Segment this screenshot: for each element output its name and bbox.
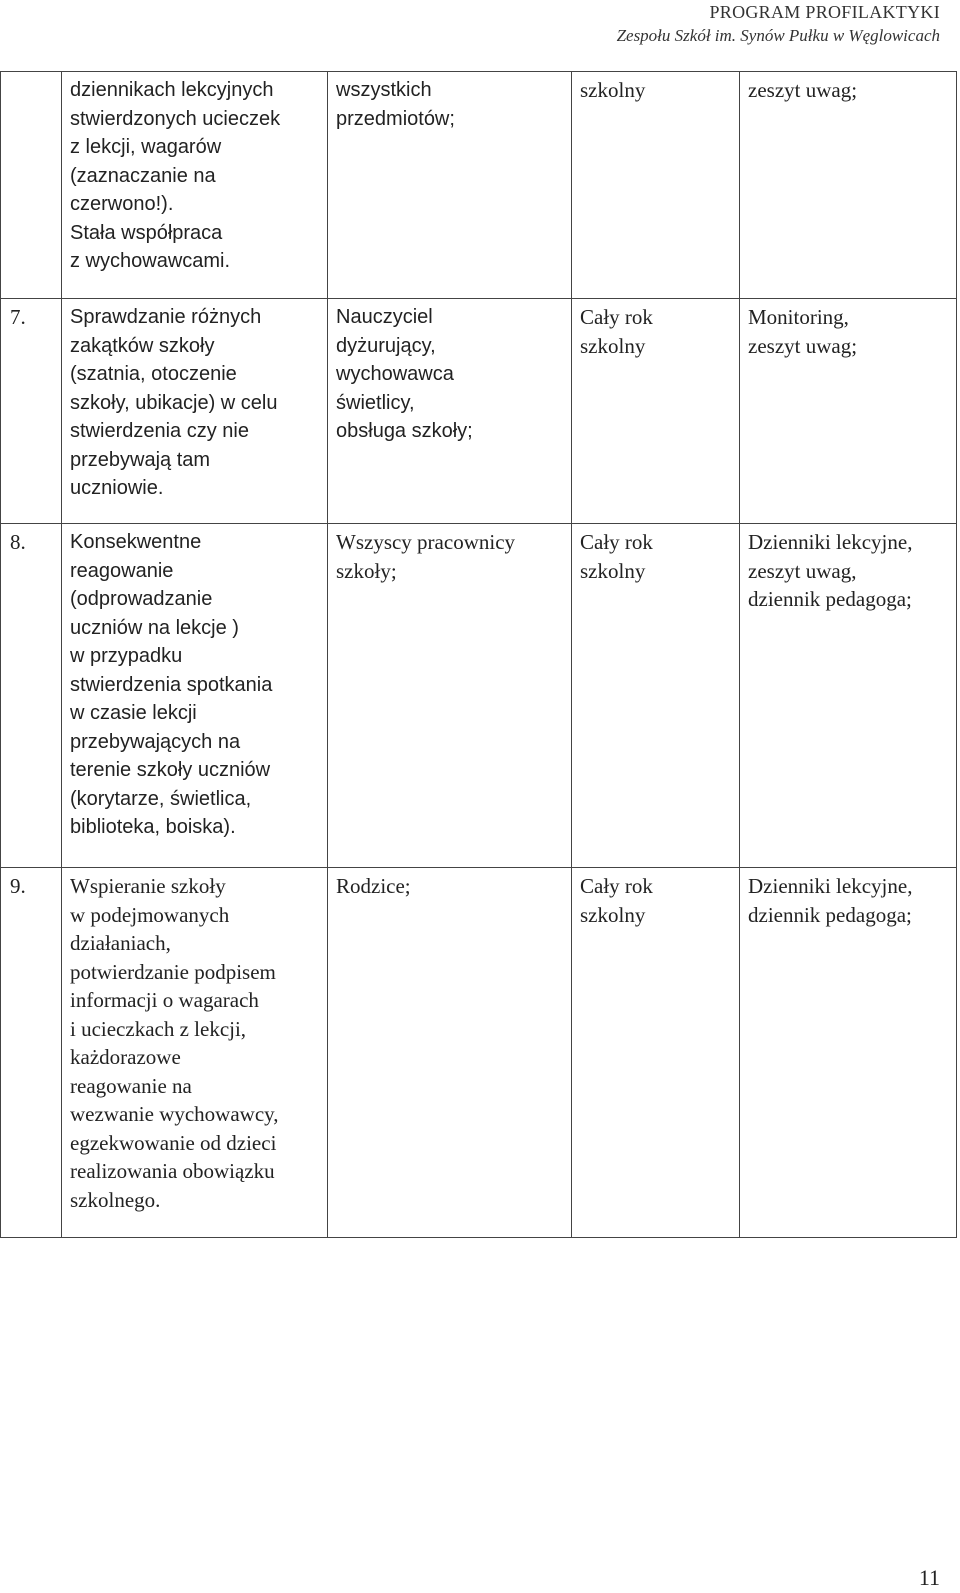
page-number: 11	[918, 1565, 940, 1590]
task-text: dziennikach lekcyjnych stwierdzonych ucieczek z lekcji, wagarów (zaznaczanie na czerwono!). Stała współpraca z wychowawcami.	[70, 79, 281, 272]
row-number-cell	[1, 72, 62, 299]
row-number-cell	[1, 868, 62, 1238]
task-cell	[62, 524, 328, 868]
table-row	[1, 524, 957, 868]
monitoring-text: Dzienniki lekcyjne, dziennik pedagoga;	[748, 874, 913, 927]
term-text: Cały rok szkolny	[580, 874, 653, 927]
row-number: 7.	[10, 305, 26, 329]
page-header	[617, 0, 940, 48]
responsible-cell	[328, 868, 572, 1238]
row-number-cell	[1, 524, 62, 868]
monitoring-text: Dzienniki lekcyjne, zeszyt uwag, dziennik pedagoga;	[748, 530, 913, 611]
responsible-text: Wszyscy pracownicy szkoły;	[336, 530, 516, 583]
term-cell	[572, 72, 740, 299]
responsible-text: Rodzice;	[336, 874, 411, 898]
task-cell	[62, 299, 328, 524]
responsible-cell	[328, 72, 572, 299]
term-cell	[572, 524, 740, 868]
responsible-cell	[328, 299, 572, 524]
responsible-text: Nauczyciel dyżurujący, wychowawca świetlicy, obsługa szkoły;	[336, 306, 473, 442]
monitoring-text: zeszyt uwag;	[748, 78, 858, 102]
row-number: 9.	[10, 874, 26, 898]
monitoring-cell	[740, 524, 957, 868]
table-row	[1, 868, 957, 1238]
task-text: Wspieranie szkoły w podejmowanych działaniach, potwierdzanie podpisem informacji o wagarach i ucieczkach z lekcji, każdorazowe reagowanie na wezwanie wychowawcy, egzekwowanie od dzieci realizowania obowiązku szkolnego.	[70, 874, 279, 1212]
program-title: PROGRAM PROFILAKTYKI	[709, 2, 940, 22]
row-number-cell	[1, 299, 62, 524]
term-cell	[572, 868, 740, 1238]
school-name: Zespołu Szkół im. Synów Pułku w Węglowicach	[616, 26, 940, 45]
task-text: Konsekwentne reagowanie (odprowadzanie uczniów na lekcje ) w przypadku stwierdzenia spotkania w czasie lekcji przebywających na terenie szkoły uczniów (korytarze, świetlica, biblioteka, boiska).	[70, 531, 273, 838]
term-cell	[572, 299, 740, 524]
term-text: szkolny	[580, 78, 646, 102]
task-cell	[62, 868, 328, 1238]
monitoring-cell	[740, 72, 957, 299]
monitoring-text: Monitoring, zeszyt uwag;	[748, 305, 858, 358]
monitoring-cell	[740, 299, 957, 524]
table-row	[1, 299, 957, 524]
prevention-program-table	[0, 71, 957, 1238]
row-number: 8.	[10, 530, 26, 554]
term-text: Cały rok szkolny	[580, 305, 653, 358]
term-text: Cały rok szkolny	[580, 530, 653, 583]
monitoring-cell	[740, 868, 957, 1238]
task-text: Sprawdzanie różnych zakątków szkoły (szatnia, otoczenie szkoły, ubikacje) w celu stwierdzenia czy nie przebywają tam uczniowie.	[70, 306, 278, 499]
responsible-text: wszystkich przedmiotów;	[336, 79, 455, 130]
responsible-cell	[328, 524, 572, 868]
task-cell	[62, 72, 328, 299]
row-number	[1, 72, 61, 94]
table-row	[1, 72, 957, 299]
